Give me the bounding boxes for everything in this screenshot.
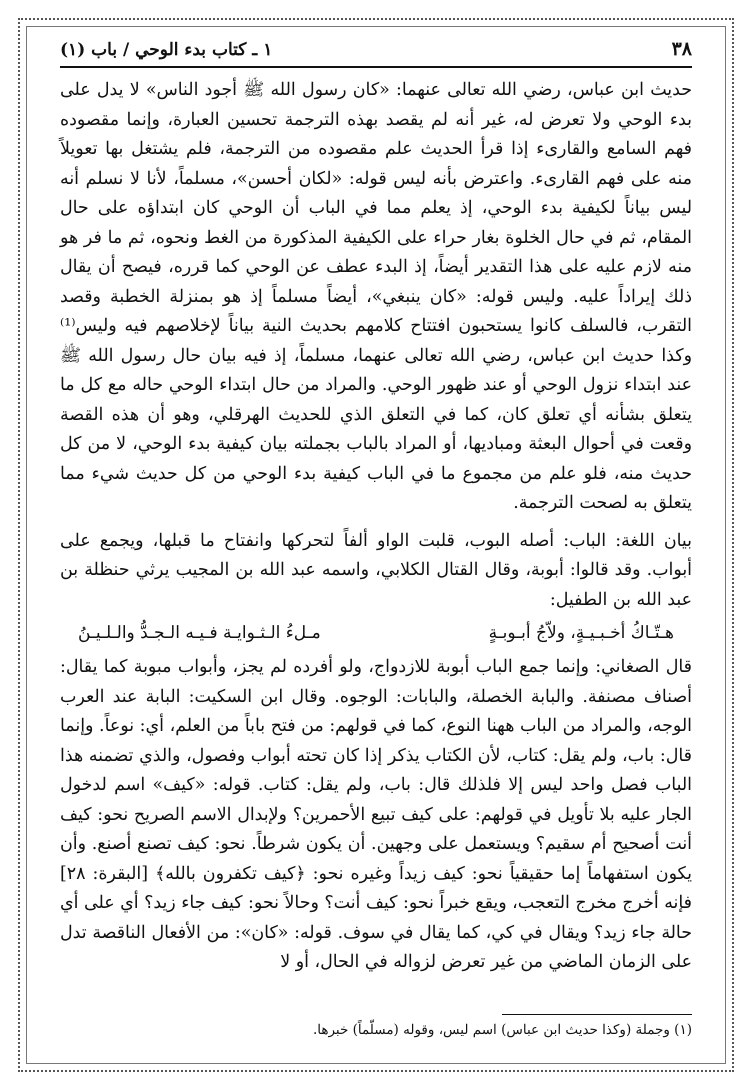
language-section-paragraph: بيان اللغة: الباب: أصله البوب، قلبت الواو ألفاً لتحركها وانفتاح ما قبلها، ويجمع على أبواب. وقد قالوا: أبوبة، وقال القتال الكلابي، واسمه عبد الله بن المجيب يرثي حنظلة بن عبد الله بن الطفيل:	[60, 530, 692, 610]
footnote: (١) وجملة (وكذا حديث ابن عباس) اسم ليس، وقوله (مسلّماً) خبرها.	[312, 1022, 692, 1038]
header-rule	[60, 66, 692, 68]
grammar-paragraph: قال الصغاني: وإنما جمع الباب أبوبة للازدواج، ولو أفرده لم يجز، وأبواب مبوبة كما يقال: أصناف مصنفة. والبابة الخصلة، والبابات: الوجوه. وقال ابن السكيت: البابة عند العرب الوجه، والمراد من الباب ههنا النوع، كما في قولهم: من فتح باباً من العلم، أي: نوعاً. وإنما قال: باب، ولم يقل: كتاب، لأن الكتاب يذكر إذا كان تحته أبواب وفصول، والذي تضمنه هذا الباب فصل واحد ليس إلا فلذلك قال: باب، ولم يقل: كتاب. قوله: «كيف» اسم لدخول الجار عليه بلا تأويل في قولهم: على كيف تبيع الأحمرين؟ ولإبدال الاسم الصريح نحو: كيف أنت أصحيح أم سقيم؟ ويستعمل على وجهين. أن يكون شرطاً. نحو: كيف تصنع أصنع. وأن يكون استفهاماً إما حقيقياً نحو: كيف زيداً وغيره نحو: ﴿كيف تكفرون بالله﴾ [البقرة: ٢٨] فإنه أخرج مخرج التعجب، ويقع خبراً نحو: كيف أنت؟ وحالاً نحو: كيف جاء زيد؟ أي على أي حالة جاء زيد؟ ويقال في كي، كما يقال في سوف. قوله: «كان»: من الأفعال الناقصة تدل على الزمان الماضي من غير تعرض لزواله في الحال، أو لا	[60, 657, 692, 972]
commentary-paragraph: حديث ابن عباس، رضي الله تعالى عنهما: «كان رسول الله ﷺ أجود الناس» لا يدل على بدء الوحي ولا تعرض له، غير أنه لم يقصد بهذه الترجمة تحسين العبارة، وإنما مقصوده فهم السامع والقارىء إذا قرأ الحديث علم مقصوده من الترجمة، فلم يشتغل بها تعويلاً منه على فهم القارىء. واعترض بأنه ليس قوله: «لكان أحسن»، مسلماً، لأنا لا نسلم أنه ليس بياناً لكيفية بدء الوحي، إذ يعلم مما في الباب أن الوحي كان ابتداؤه على حال المقام، ثم في حال الخلوة بغار حراء على الكيفية المذكورة من الغط ونحوه، ثم ما فر هو منه لازم عليه على هذا التقدير أيضاً، إذ البدء عطف عن الوحي كما قرره، فيصح أن يقال ذلك إيراداً عليه. وليس قوله: «كان ينبغي»، أيضاً مسلماً إذ هو بمنزلة الخطبة وقصد التقرب، فالسلف كانوا يستحبون افتتاح كلامهم بحديث النية بياناً لإخلاصهم فيه وليس⁽¹⁾ وكذا حديث ابن عباس، رضي الله تعالى عنهما، مسلماً، إذ فيه بيان حال رسول الله ﷺ عند ابتداء نزول الوحي أو عند ظهور الوحي. والمراد من حال ابتداء الوحي حاله مع كل ما يتعلق بشأنه أي تعلق كان، كما في التعلق الذي للحديث الهرقلي، وهو أن هذه القصة وقعت في أحوال البعثة ومباديها، أو المراد بالباب بجملته بيان كيفية بدء الوحي، لا من كل حديث منه، فلو علم من مجموع ما في الباب كيفية بدء الوحي من كل حديث شيء مما يتعلق به لصحت الترجمة.	[60, 80, 692, 513]
poem-verse	[60, 615, 692, 653]
page-header	[60, 38, 692, 64]
poem-first-hemistich: هـتّـاكُ أخـبـيـةٍ، ولاّجُ أبـوبـةٍ	[488, 623, 674, 643]
running-title: ١ ـ كتاب بدء الوحي / باب (١)	[60, 40, 273, 60]
poem-second-hemistich: مـلءُ الـثـوايـة فـيـه الـجـدُّ والـلـيـنُ	[78, 623, 321, 643]
book-page	[60, 38, 692, 1048]
footnote-rule	[502, 1014, 692, 1015]
page-number: ٣٨	[671, 38, 692, 60]
